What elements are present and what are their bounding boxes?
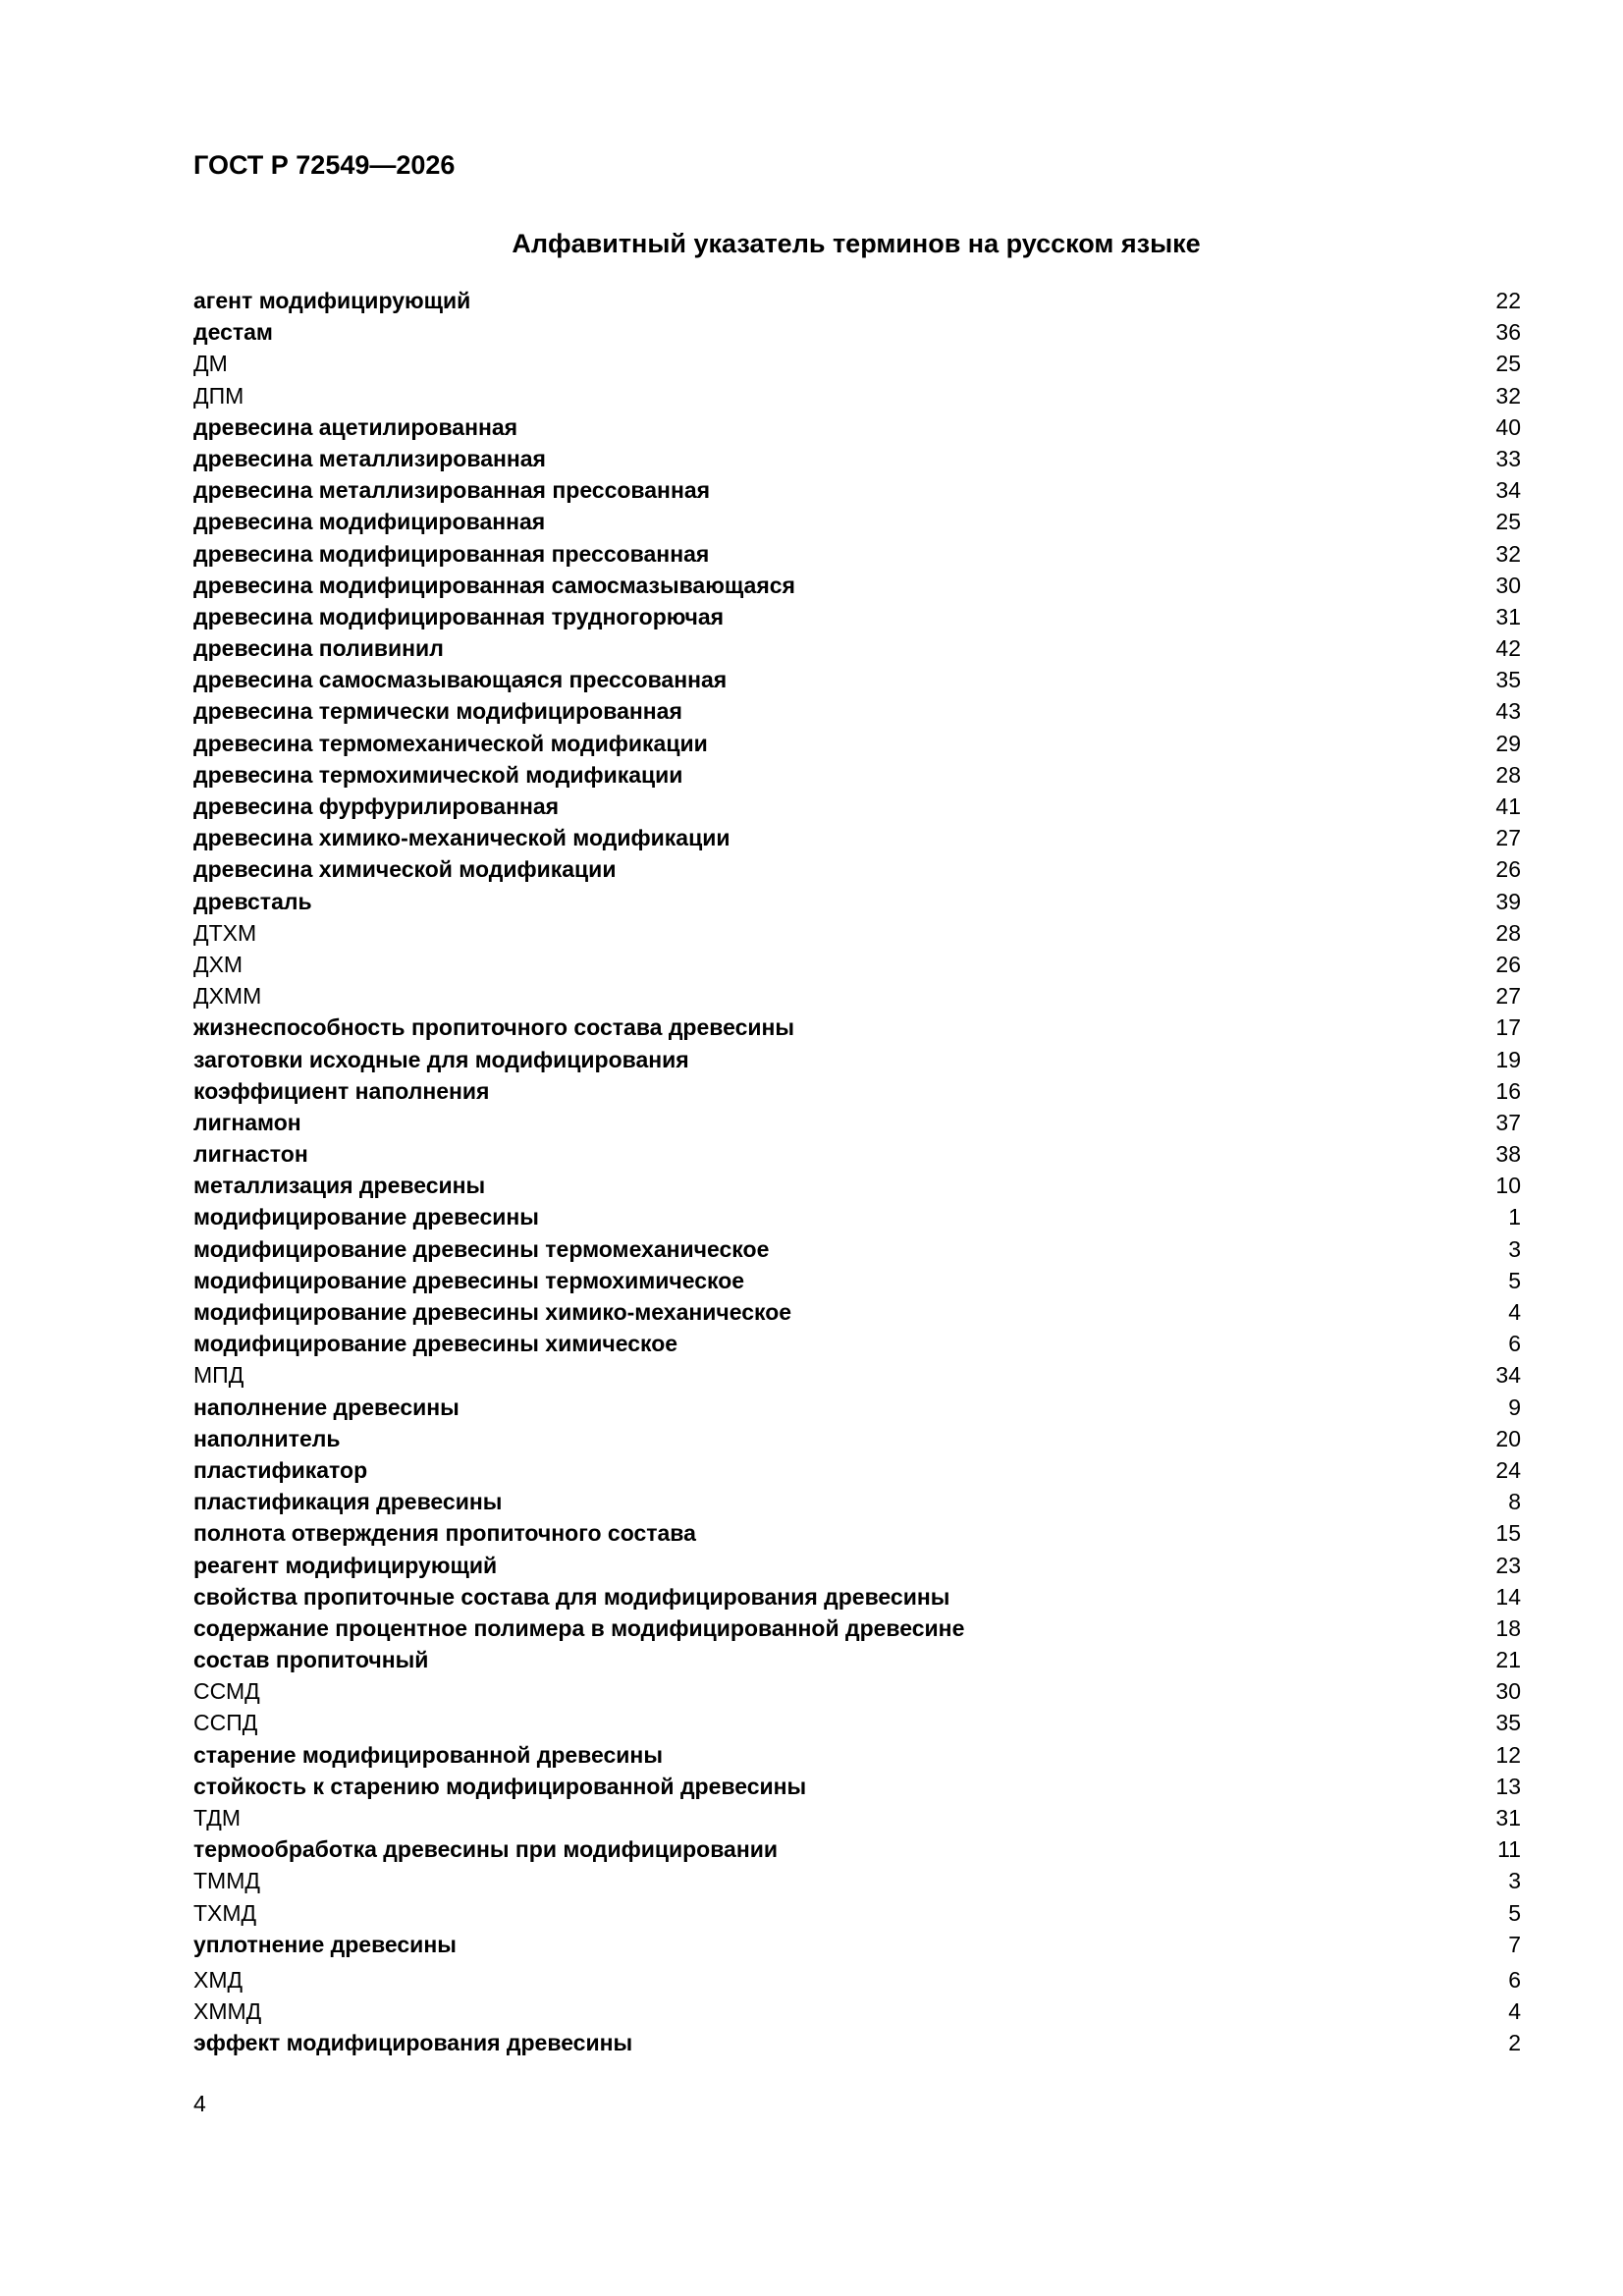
index-term: древесина химико-механической модификации: [193, 825, 730, 851]
index-term: жизнеспособность пропиточного состава древесины: [193, 1014, 795, 1041]
index-term: заготовки исходные для модифицирования: [193, 1046, 689, 1072]
index-term-number: 36: [1495, 319, 1521, 346]
index-entry: [193, 601, 1521, 632]
index-term: древесина модифицированная трудногорючая: [193, 603, 725, 629]
index-term-number: 37: [1495, 1109, 1521, 1135]
index-term-number: 17: [1495, 1014, 1521, 1041]
index-term: древесина металлизированная: [193, 445, 546, 471]
index-term: древесина ацетилированная: [193, 413, 518, 440]
index-entry: [193, 1964, 1521, 1995]
index-term-number: 1: [1508, 1204, 1521, 1230]
index-term: пластификация древесины: [193, 1489, 503, 1515]
index-entry: [193, 1233, 1521, 1265]
index-term-number: 39: [1495, 888, 1521, 914]
index-term: древесина термомеханической модификации: [193, 730, 708, 756]
index-term-number: 6: [1508, 1966, 1521, 1993]
index-entry: [193, 1486, 1521, 1517]
index-entry: [193, 1454, 1521, 1486]
index-entry: [193, 1170, 1521, 1201]
index-term-number: 28: [1495, 919, 1521, 946]
index-term: коэффициент наполнения: [193, 1077, 490, 1104]
index-entry: [193, 1107, 1521, 1138]
index-term-number: 40: [1495, 413, 1521, 440]
index-entry: [193, 917, 1521, 949]
index-term-number: 4: [1508, 1299, 1521, 1325]
index-term: состав пропиточный: [193, 1647, 429, 1673]
index-term-number: 9: [1508, 1394, 1521, 1420]
index-term-number: 35: [1495, 667, 1521, 693]
index-term: модифицирование древесины термохимическое: [193, 1267, 745, 1293]
index-term-number: 13: [1495, 1773, 1521, 1799]
index-entry: [193, 1897, 1521, 1929]
index-term-number: 34: [1495, 1362, 1521, 1389]
index-entry: [193, 1359, 1521, 1391]
index-term: МПД: [193, 1362, 244, 1389]
index-term: ССПД: [193, 1710, 258, 1736]
index-term: дестам: [193, 319, 273, 346]
index-entry: [193, 443, 1521, 474]
index-entry: [193, 380, 1521, 411]
index-entry: [193, 2027, 1521, 2058]
index-term: наполнение древесины: [193, 1394, 460, 1420]
index-term: ДМ: [193, 351, 228, 377]
index-term-number: 8: [1508, 1489, 1521, 1515]
index-entry: [193, 1328, 1521, 1359]
index-term-number: 6: [1508, 1331, 1521, 1357]
index-entry: [193, 1802, 1521, 1833]
index-term-number: 38: [1495, 1141, 1521, 1168]
index-entry: [193, 1201, 1521, 1232]
index-term-number: 12: [1495, 1741, 1521, 1768]
index-term: древесина химической модификации: [193, 856, 617, 883]
index-term-number: 16: [1495, 1077, 1521, 1104]
index-term: древесина металлизированная прессованная: [193, 477, 711, 504]
index-term-number: 28: [1495, 761, 1521, 788]
index-term: наполнитель: [193, 1425, 341, 1451]
index-term-number: 3: [1508, 1868, 1521, 1894]
index-term-number: 29: [1495, 730, 1521, 756]
index-term-number: 43: [1495, 698, 1521, 725]
index-entry: [193, 1075, 1521, 1107]
index-term: древесина поливинил: [193, 635, 444, 662]
index-entry: [193, 1581, 1521, 1613]
index-entry: [193, 1044, 1521, 1075]
index-term: древесина фурфурилированная: [193, 793, 560, 819]
index-term: эффект модифицирования древесины: [193, 2030, 633, 2056]
index-entry: [193, 1296, 1521, 1328]
index-term: термообработка древесины при модифицировании: [193, 1836, 779, 1863]
index-term: старение модифицированной древесины: [193, 1741, 663, 1768]
index-term-number: 30: [1495, 572, 1521, 598]
index-term: ССМД: [193, 1678, 260, 1705]
index-term: ТХМД: [193, 1899, 257, 1926]
index-entry: [193, 1644, 1521, 1675]
index-term-number: 22: [1495, 288, 1521, 313]
index-entry: [193, 1929, 1521, 1960]
index-term-number: 7: [1508, 1931, 1521, 1957]
index-term-number: 19: [1495, 1046, 1521, 1072]
index-entry: [193, 1392, 1521, 1423]
index-entry: [193, 822, 1521, 853]
index-entry: [193, 1865, 1521, 1896]
page-number: 4: [193, 2091, 206, 2116]
index-term-number: 2: [1508, 2030, 1521, 2056]
index-term-number: 30: [1495, 1678, 1521, 1705]
index-entry: [193, 570, 1521, 601]
index-term: полнота отверждения пропиточного состава: [193, 1520, 696, 1547]
index-term: ТДМ: [193, 1805, 242, 1831]
index-term: древесина модифицированная самосмазывающаяся: [193, 572, 795, 598]
index-entry: [193, 1675, 1521, 1707]
index-term-number: 15: [1495, 1520, 1521, 1547]
index-term: модифицирование древесины химико-механическое: [193, 1299, 792, 1325]
index-term-number: 5: [1508, 1267, 1521, 1293]
index-term-number: 27: [1495, 983, 1521, 1010]
index-term: ХММД: [193, 1998, 262, 2025]
index-entry: [193, 980, 1521, 1011]
index-entry: [193, 1739, 1521, 1771]
index-term: ДХММ: [193, 983, 262, 1010]
index-term-number: 25: [1495, 509, 1521, 535]
index-term-number: 33: [1495, 445, 1521, 471]
index-term-number: 20: [1495, 1425, 1521, 1451]
index-term: древсталь: [193, 888, 312, 914]
index-term-number: 31: [1495, 603, 1521, 629]
index-term: лигнамон: [193, 1109, 301, 1135]
index-term-number: 35: [1495, 1710, 1521, 1736]
index-term: модифицирование древесины термомеханическое: [193, 1235, 770, 1262]
index-term: металлизация древесины: [193, 1173, 486, 1199]
index-term-number: 11: [1497, 1836, 1521, 1863]
index-entry: [193, 316, 1521, 348]
index-entry: [193, 886, 1521, 917]
index-term: пластификатор: [193, 1456, 368, 1483]
index-term: реагент модифицирующий: [193, 1552, 498, 1578]
index-entry: [193, 1265, 1521, 1296]
index-term: содержание процентное полимера в модифицированной древесине: [193, 1614, 965, 1641]
index-term: уплотнение древесины: [193, 1931, 457, 1957]
index-entry: [193, 728, 1521, 759]
index-entry: [193, 949, 1521, 980]
index-term: модифицирование древесины химическое: [193, 1331, 678, 1357]
index-entry: [193, 411, 1521, 443]
index-term-number: 42: [1495, 635, 1521, 662]
index-term-number: 4: [1508, 1998, 1521, 2025]
index-term: свойства пропиточные состава для модифицирования древесины: [193, 1583, 950, 1610]
index-term-number: 32: [1495, 540, 1521, 567]
index-entry: [193, 664, 1521, 695]
index-term: древесина модифицированная прессованная: [193, 540, 710, 567]
index-term: древесина термохимической модификации: [193, 761, 683, 788]
index-entry: [193, 474, 1521, 506]
index-term: ДПМ: [193, 382, 244, 409]
index-entry: [193, 1995, 1521, 2027]
index-term-number: 26: [1495, 951, 1521, 977]
index-term: древесина модифицированная: [193, 509, 546, 535]
index-entry: [193, 791, 1521, 822]
index-term-number: 21: [1495, 1647, 1521, 1673]
index-entry: [193, 1771, 1521, 1802]
index-term: агент модифицирующий: [193, 288, 471, 313]
index-term-number: 32: [1495, 382, 1521, 409]
index-entry: [193, 348, 1521, 379]
index-term-number: 3: [1508, 1235, 1521, 1262]
index-term-number: 31: [1495, 1805, 1521, 1831]
index-term-number: 34: [1495, 477, 1521, 504]
index-title: Алфавитный указатель терминов на русском языке: [512, 229, 1201, 258]
index-term: стойкость к старению модифицированной древесины: [193, 1773, 807, 1799]
index-term-number: 24: [1495, 1456, 1521, 1483]
index-term: лигнастон: [193, 1141, 308, 1168]
index-term-number: 18: [1495, 1614, 1521, 1641]
index-entry: [193, 1517, 1521, 1549]
index-entry: [193, 1550, 1521, 1581]
index-term-number: 5: [1508, 1899, 1521, 1926]
document-code: ГОСТ Р 72549—2026: [193, 150, 456, 180]
index-entry: [193, 632, 1521, 664]
index-entry: [193, 1707, 1521, 1738]
term-index-list: [193, 285, 1521, 2059]
index-entry: [193, 695, 1521, 727]
index-term: модифицирование древесины: [193, 1204, 539, 1230]
index-entry: [193, 759, 1521, 791]
index-term: ТММД: [193, 1868, 260, 1894]
index-term: древесина самосмазывающаяся прессованная: [193, 667, 728, 693]
index-term-number: 14: [1495, 1583, 1521, 1610]
index-term-number: 23: [1495, 1552, 1521, 1578]
index-entry: [193, 1423, 1521, 1454]
index-entry: [193, 506, 1521, 537]
index-entry: [193, 1613, 1521, 1644]
index-term: древесина термически модифицированная: [193, 698, 682, 725]
index-term: ХМД: [193, 1966, 243, 1993]
index-term-number: 25: [1495, 351, 1521, 377]
index-term: ДТХМ: [193, 919, 257, 946]
index-entry: [193, 538, 1521, 570]
index-term: ДХМ: [193, 951, 243, 977]
index-entry: [193, 853, 1521, 885]
index-term-number: 10: [1495, 1173, 1521, 1199]
index-entry: [193, 1833, 1521, 1865]
index-term-number: 27: [1495, 825, 1521, 851]
index-entry: [193, 1011, 1521, 1043]
index-term-number: 26: [1495, 856, 1521, 883]
index-entry: [193, 1138, 1521, 1170]
index-entry: [193, 285, 1521, 316]
index-term-number: 41: [1495, 793, 1521, 819]
